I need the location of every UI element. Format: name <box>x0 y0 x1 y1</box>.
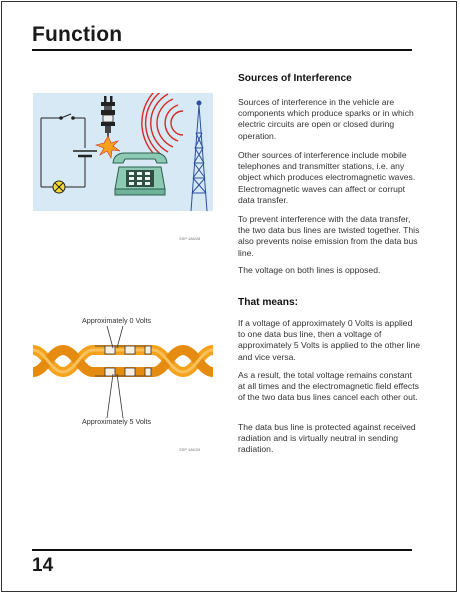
section1-heading: Sources of Interference <box>238 73 352 84</box>
section1-paragraph-3: To prevent interference with the data transfer, the two data bus lines are twisted together. This also prevents noise emission from the data bus line. <box>238 214 420 258</box>
label-5-volts: Approximately 5 Volts <box>82 417 152 426</box>
twisted-pair-illustration <box>33 326 213 418</box>
section2-paragraph-2: As a result, the total voltage remains constant at all times and the electromagnetic field effects of the two data bus lines cancel each other out. <box>238 370 419 403</box>
section2-paragraph-3: The data bus line is protected against received radiation and is virtually neutral in sending radiation. <box>238 422 416 455</box>
figure1-caption: SSP 186/28 <box>179 236 201 241</box>
section1-paragraph-1: Sources of interference in the vehicle are components which produce sparks or in which electric circuits are open or closed during operation. <box>238 97 414 141</box>
section1-paragraph-2: Other sources of interference include mobile telephones and transmitter stations, i.e. any object which produces electromagnetic waves. Electromagnetic waves can affect or corrupt data transfer. <box>238 150 416 205</box>
header-rule <box>32 49 412 51</box>
section2-paragraph-1: If a voltage of approximately 0 Volts is applied to one data bus line, then a voltage of approximately 5 Volts is applied to the other line and vice versa. <box>238 318 421 362</box>
page-frame <box>1 1 457 592</box>
section2-heading: That means: <box>238 297 299 308</box>
telephone-icon <box>113 153 167 195</box>
page-number: 14 <box>32 555 54 576</box>
label-0-volts: Approximately 0 Volts <box>82 316 152 325</box>
section1-paragraph-4: The voltage on both lines is opposed. <box>238 265 381 275</box>
figure2-caption: SSP 186/29 <box>179 447 201 452</box>
lamp-icon <box>53 181 65 193</box>
footer-rule <box>32 549 412 551</box>
twisted-cable <box>33 350 213 372</box>
page-title: Function <box>32 23 123 46</box>
interference-illustration <box>33 93 213 211</box>
